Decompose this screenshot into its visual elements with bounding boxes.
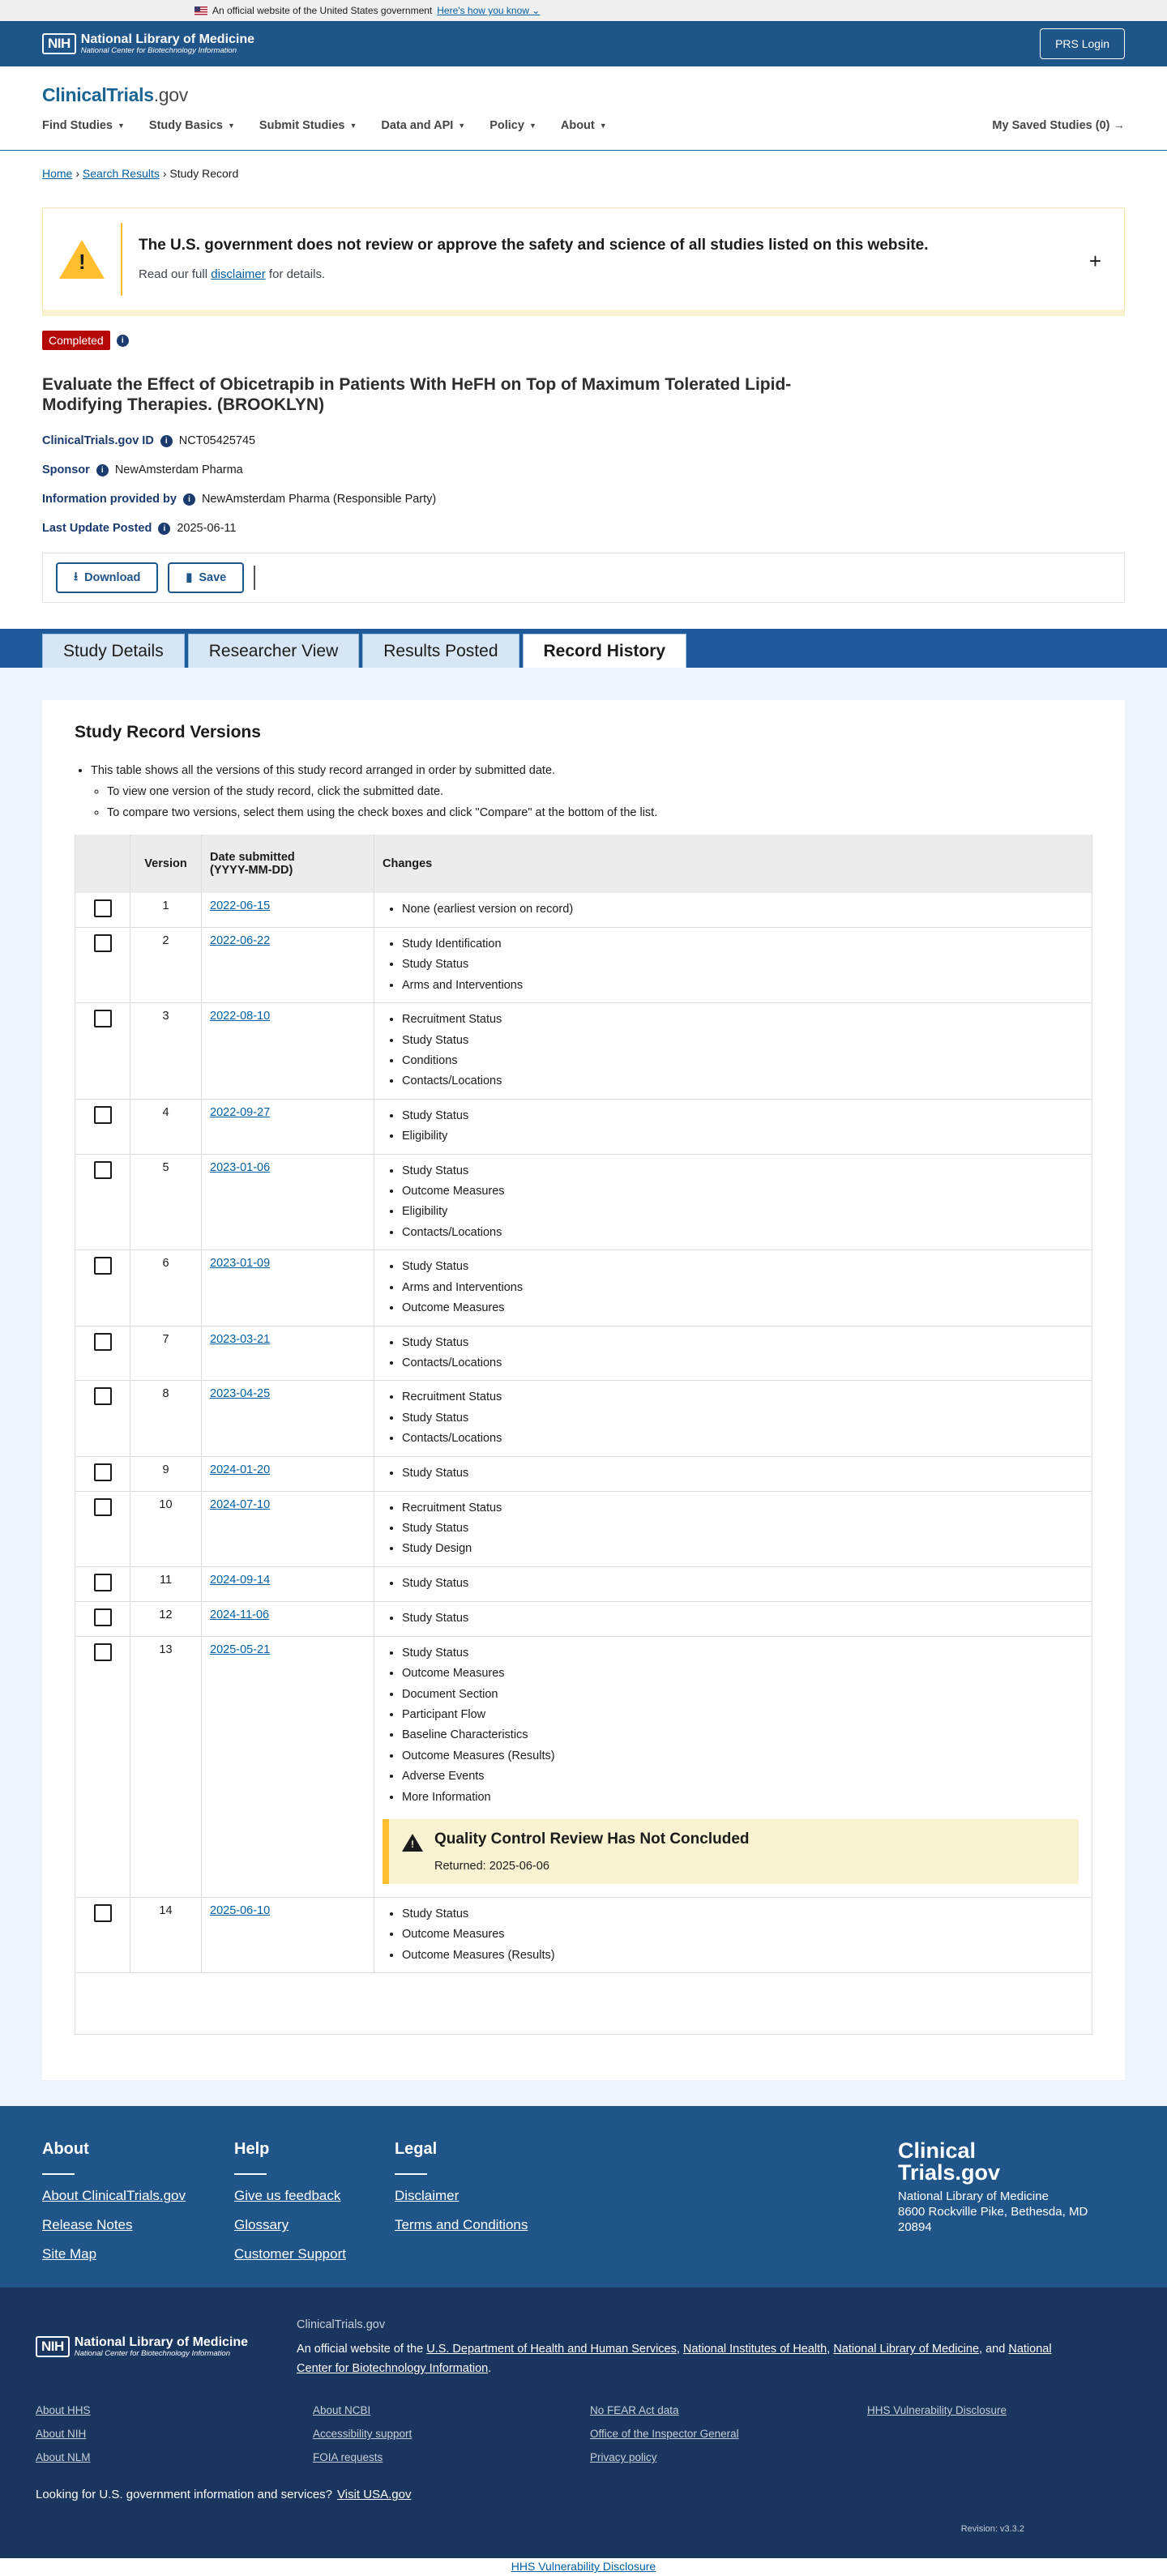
- change-item: • Study Status: [402, 1408, 1084, 1429]
- change-item: • Contacts/Locations: [402, 1223, 1084, 1243]
- version-number: 1: [130, 893, 202, 928]
- version-date-link[interactable]: 2022-06-15: [210, 899, 271, 912]
- nih-logo-icon: NIH: [36, 2336, 70, 2357]
- compare-checkbox[interactable]: [94, 1498, 112, 1516]
- version-date-link[interactable]: 2023-03-21: [210, 1332, 271, 1346]
- table-row: [75, 893, 1092, 928]
- nav-data-api[interactable]: Data and API ▼: [381, 119, 466, 132]
- table-row: [75, 1636, 1092, 1897]
- status-badge: Completed: [42, 331, 110, 350]
- footer-brand: Clinical Trials.gov National Library of Medicine 8600 Rockville Pike, Bethesda, MD 20894: [898, 2138, 1088, 2235]
- compare-checkbox[interactable]: [94, 1333, 112, 1351]
- warning-icon: !: [59, 240, 105, 279]
- usa-gov-link[interactable]: Visit USA.gov: [337, 2488, 412, 2502]
- change-item: • Outcome Measures: [402, 1181, 1084, 1202]
- footer-link[interactable]: About NIH: [36, 2428, 87, 2441]
- us-flag-icon: [194, 6, 207, 15]
- footer-links-grid: [36, 2404, 1131, 2463]
- sponsor-label: Sponsor: [42, 464, 90, 476]
- study-tabs: [0, 629, 1167, 668]
- change-item: • Outcome Measures (Results): [402, 1746, 1084, 1766]
- usa-gov-line: Looking for U.S. government information and services? Visit USA.gov: [36, 2488, 412, 2502]
- change-item: • Study Status: [402, 1463, 1084, 1484]
- ncbi-subtitle: National Center for Biotechnology Information: [80, 46, 237, 55]
- version-date-link[interactable]: 2025-05-21: [210, 1643, 271, 1656]
- nav-study-basics[interactable]: Study Basics ▼: [148, 119, 235, 132]
- version-number: 11: [130, 1566, 202, 1601]
- change-item: • Outcome Measures: [402, 1298, 1084, 1318]
- change-item: • Adverse Events: [402, 1766, 1084, 1787]
- footer-link[interactable]: No FEAR Act data: [590, 2404, 679, 2417]
- link-ncbi[interactable]: National Center for Biotechnology Information: [297, 2343, 1052, 2376]
- compare-checkbox[interactable]: [94, 1387, 112, 1405]
- qc-title: Quality Control Review Has Not Concluded: [434, 1831, 750, 1848]
- info-icon[interactable]: i: [96, 464, 109, 476]
- nav-about[interactable]: About ▼: [560, 119, 607, 132]
- compare-checkbox[interactable]: [94, 1904, 112, 1922]
- table-row: [75, 928, 1092, 1003]
- site-header: [0, 66, 1167, 151]
- footer-link[interactable]: FOIA requests: [313, 2451, 383, 2464]
- version-date-link[interactable]: 2022-06-22: [210, 934, 271, 947]
- versions-table: [75, 835, 1092, 2035]
- chevron-down-icon: ▼: [118, 122, 125, 130]
- version-number: 10: [130, 1491, 202, 1566]
- table-row: [75, 1003, 1092, 1100]
- footer-top: [0, 2106, 1167, 2288]
- footer-legal: Legal Disclaimer Terms and Conditions: [394, 2140, 528, 2233]
- versions-instruction-view: ◦ To view one version of the study record, click the submitted date.: [107, 781, 1092, 802]
- table-row: [75, 1326, 1092, 1381]
- warning-icon: !: [402, 1834, 423, 1852]
- table-row: [75, 1154, 1092, 1250]
- change-item: • Contacts/Locations: [402, 1353, 1084, 1373]
- link-nih[interactable]: National Institutes of Health: [682, 2343, 827, 2356]
- change-item: • Recruitment Status: [402, 1010, 1084, 1030]
- compare-checkbox[interactable]: [94, 1643, 112, 1661]
- change-item: • Eligibility: [402, 1202, 1084, 1222]
- tab-study-details[interactable]: Study Details: [42, 634, 185, 668]
- info-icon[interactable]: i: [160, 435, 173, 447]
- version-date-link[interactable]: 2022-08-10: [210, 1010, 271, 1023]
- table-row: [75, 1250, 1092, 1326]
- table-row: [75, 1456, 1092, 1491]
- footer-link[interactable]: HHS Vulnerability Disclosure: [867, 2404, 1007, 2417]
- chevron-down-icon: ▼: [228, 122, 235, 130]
- info-icon[interactable]: i: [183, 493, 195, 506]
- study-id-value: NCT05425745: [178, 434, 256, 447]
- sponsor-value: NewAmsterdam Pharma: [114, 464, 243, 476]
- change-item: • Outcome Measures (Results): [402, 1946, 1084, 1966]
- compare-checkbox[interactable]: [94, 1574, 112, 1591]
- info-icon[interactable]: i: [117, 335, 129, 347]
- footer-link[interactable]: About NCBI: [313, 2404, 371, 2417]
- footer-link[interactable]: About HHS: [36, 2404, 91, 2417]
- chevron-down-icon: ▼: [458, 122, 466, 130]
- change-item: • None (earliest version on record): [402, 899, 1084, 920]
- versions-heading: Study Record Versions: [75, 723, 261, 741]
- footer-link[interactable]: Privacy policy: [590, 2451, 657, 2464]
- footer-link-about-ct[interactable]: About ClinicalTrials.gov: [42, 2188, 186, 2204]
- tab-record-history[interactable]: Record History: [523, 634, 687, 668]
- footer-nlm-logo[interactable]: NIH National Library of Medicine National Center for Biotechnology Information: [36, 2315, 248, 2378]
- tab-results-posted[interactable]: Results Posted: [362, 634, 519, 668]
- change-item: • Contacts/Locations: [402, 1071, 1084, 1091]
- link-nlm[interactable]: National Library of Medicine: [833, 2343, 980, 2356]
- version-number: 2: [130, 928, 202, 1003]
- table-row: [75, 1601, 1092, 1636]
- nlm-header: [0, 21, 1167, 66]
- compare-checkbox[interactable]: [94, 934, 112, 952]
- version-number: 14: [130, 1898, 202, 1973]
- download-button[interactable]: ⭳ Download: [56, 562, 158, 593]
- change-item: • Study Status: [402, 1257, 1084, 1277]
- footer-link-disclaimer[interactable]: Disclaimer: [394, 2188, 460, 2204]
- version-number: 6: [130, 1250, 202, 1326]
- change-item: • More Information: [402, 1788, 1084, 1808]
- change-item: • Study Status: [402, 1904, 1084, 1925]
- version-date-link[interactable]: 2024-01-20: [210, 1463, 271, 1476]
- compare-checkbox[interactable]: [94, 1463, 112, 1481]
- footer-link-release-notes[interactable]: Release Notes: [42, 2217, 133, 2233]
- table-row: [75, 1898, 1092, 1973]
- change-item: • Study Identification: [402, 934, 1084, 955]
- version-date-link[interactable]: 2022-09-27: [210, 1105, 271, 1119]
- compare-checkbox[interactable]: [94, 899, 112, 917]
- change-item: • Baseline Characteristics: [402, 1725, 1084, 1745]
- info-provided-label: Information provided by: [42, 493, 177, 506]
- change-item: • Study Design: [402, 1539, 1084, 1559]
- version-number: 9: [130, 1456, 202, 1491]
- footer-link-support[interactable]: Customer Support: [234, 2246, 346, 2262]
- nih-logo-icon: NIH: [42, 33, 76, 54]
- table-row: [75, 1491, 1092, 1566]
- footer-link[interactable]: Accessibility support: [313, 2428, 413, 2441]
- footer-link-feedback[interactable]: Give us feedback: [234, 2188, 341, 2204]
- nav-submit-studies[interactable]: Submit Studies ▼: [259, 119, 357, 132]
- breadcrumb-current: Study Record: [169, 167, 239, 180]
- compare-checkbox[interactable]: [94, 1010, 112, 1027]
- version-date-link[interactable]: 2024-11-06: [210, 1608, 270, 1621]
- tab-researcher-view[interactable]: Researcher View: [188, 634, 360, 668]
- qc-returned: Returned: 2025-06-06: [434, 1860, 549, 1873]
- record-versions-panel: [42, 700, 1125, 2080]
- change-item: • Recruitment Status: [402, 1387, 1084, 1408]
- disclaimer-title: The U.S. government does not review or approve the safety and science of all studies listed on this website.: [139, 237, 929, 254]
- my-saved-studies-link[interactable]: My Saved Studies (0) →: [992, 119, 1125, 132]
- change-item: • Outcome Measures: [402, 1925, 1084, 1945]
- prs-login-button[interactable]: PRS Login: [1040, 28, 1125, 59]
- change-item: • Eligibility: [402, 1126, 1084, 1147]
- change-item: • Study Status: [402, 1574, 1084, 1594]
- col-date: Date submitted (YYYY-MM-DD): [202, 835, 374, 893]
- link-hhs[interactable]: U.S. Department of Health and Human Services: [426, 2343, 677, 2356]
- download-icon: ⭳: [74, 570, 79, 583]
- breadcrumb-home[interactable]: Home: [42, 167, 73, 180]
- versions-intro: • This table shows all the versions of this study record arranged in order by submitted date.: [91, 760, 1092, 781]
- hhs-vulnerability-link[interactable]: HHS Vulnerability Disclosure: [511, 2560, 656, 2574]
- footer-link-site-map[interactable]: Site Map: [42, 2246, 97, 2262]
- change-item: • Document Section: [402, 1685, 1084, 1705]
- version-number: 12: [130, 1601, 202, 1636]
- versions-instruction-compare: ◦ To compare two versions, select them using the check boxes and click "Compare" at the bottom of the list.: [107, 802, 1092, 823]
- study-title: Evaluate the Effect of Obicetrapib in Patients With HeFH on Top of Maximum Tolerated Lipid-Modifying Therapies. (BROOKLYN): [42, 375, 792, 414]
- disclaimer-text: Read our full disclaimer for details.: [139, 267, 326, 281]
- col-version: Version: [130, 835, 202, 893]
- change-item: • Study Status: [402, 1643, 1084, 1664]
- version-date-link[interactable]: 2024-07-10: [210, 1497, 271, 1511]
- footer-link[interactable]: Office of the Inspector General: [590, 2428, 739, 2441]
- action-bar: [42, 553, 1125, 603]
- info-provided-value: NewAmsterdam Pharma (Responsible Party): [201, 493, 437, 506]
- study-id-label: ClinicalTrials.gov ID: [42, 434, 154, 447]
- gov-banner: [0, 0, 1167, 21]
- nav-policy[interactable]: Policy ▼: [489, 119, 536, 132]
- version-date-link[interactable]: 2023-01-09: [210, 1257, 271, 1271]
- last-update-value: 2025-06-11: [177, 522, 237, 535]
- version-number: 13: [130, 1636, 202, 1897]
- change-item: • Conditions: [402, 1051, 1084, 1071]
- gov-banner-text: An official website of the United States government: [212, 5, 433, 16]
- change-item: • Study Status: [402, 1106, 1084, 1126]
- breadcrumb: Home › Search Results › Study Record: [42, 167, 239, 180]
- nlm-logo[interactable]: [42, 32, 254, 55]
- change-item: • Recruitment Status: [402, 1498, 1084, 1519]
- version-date-link[interactable]: 2025-06-10: [210, 1904, 271, 1917]
- change-item: • Study Status: [402, 1608, 1084, 1629]
- change-item: • Participant Flow: [402, 1705, 1084, 1725]
- col-changes: Changes: [374, 835, 1092, 893]
- table-footer-row: [75, 1973, 1092, 2035]
- chevron-down-icon: ▼: [349, 122, 357, 130]
- change-item: • Study Status: [402, 1031, 1084, 1051]
- change-item: • Contacts/Locations: [402, 1429, 1084, 1449]
- save-button[interactable]: ▮ Save: [168, 562, 244, 593]
- heres-how-you-know-link[interactable]: Here's how you know ⌄: [437, 5, 541, 16]
- footer-link-glossary[interactable]: Glossary: [234, 2217, 289, 2233]
- change-item: • Study Status: [402, 955, 1084, 975]
- change-item: • Study Status: [402, 1519, 1084, 1539]
- footer-help: Help Give us feedback Glossary Customer Support: [234, 2140, 346, 2262]
- disclaimer-alert: [42, 207, 1125, 316]
- main-nav: [42, 119, 1125, 132]
- version-number: 7: [130, 1326, 202, 1381]
- breadcrumb-search-results[interactable]: Search Results: [82, 167, 160, 180]
- version-number: 4: [130, 1099, 202, 1154]
- clinicaltrials-logo[interactable]: ClinicalTrials.gov: [42, 84, 188, 105]
- nlm-title: National Library of Medicine: [80, 32, 255, 46]
- footer-bottom: [0, 2288, 1167, 2558]
- change-item: • Arms and Interventions: [402, 976, 1084, 996]
- footer-link-terms[interactable]: Terms and Conditions: [394, 2217, 528, 2233]
- version-date-link[interactable]: 2023-04-25: [210, 1387, 271, 1401]
- info-icon[interactable]: i: [158, 523, 170, 535]
- last-update-label: Last Update Posted: [42, 522, 152, 535]
- qc-alert: [383, 1819, 1079, 1884]
- change-item: • Outcome Measures: [402, 1664, 1084, 1684]
- disclaimer-link[interactable]: disclaimer: [211, 267, 266, 281]
- bookmark-icon: ▮: [186, 571, 193, 584]
- change-item: • Arms and Interventions: [402, 1278, 1084, 1298]
- revision-label: Revision: v3.3.2: [960, 2524, 1024, 2535]
- change-item: • Study Status: [402, 1333, 1084, 1353]
- footer-about: About About ClinicalTrials.gov Release Notes Site Map: [42, 2140, 186, 2262]
- compare-checkbox[interactable]: [94, 1161, 112, 1179]
- nav-find-studies[interactable]: Find Studies ▼: [42, 119, 125, 132]
- version-date-link[interactable]: 2024-09-14: [210, 1573, 271, 1587]
- version-number: 3: [130, 1003, 202, 1100]
- compare-checkbox[interactable]: [94, 1608, 112, 1626]
- study-meta: [42, 434, 1125, 535]
- version-number: 8: [130, 1381, 202, 1456]
- version-date-link[interactable]: 2023-01-06: [210, 1160, 271, 1174]
- change-item: • Study Status: [402, 1161, 1084, 1181]
- expand-plus-icon[interactable]: +: [1088, 249, 1101, 273]
- chevron-down-icon: ▼: [599, 122, 607, 130]
- arrow-right-icon: →: [1113, 119, 1125, 132]
- footer-description: ClinicalTrials.gov An official website of the U.S. Department of Health and Human Services, National Institutes of Health, National Library of Medicine, and National Center for Biotechnology Information.: [297, 2318, 1052, 2376]
- table-row: [75, 1099, 1092, 1154]
- compare-checkbox[interactable]: [94, 1106, 112, 1124]
- chevron-down-icon: ▼: [528, 122, 536, 130]
- table-row: [75, 1381, 1092, 1456]
- version-number: 5: [130, 1154, 202, 1250]
- footer-link[interactable]: About NLM: [36, 2451, 91, 2464]
- table-row: [75, 1566, 1092, 1601]
- compare-checkbox[interactable]: [94, 1257, 112, 1275]
